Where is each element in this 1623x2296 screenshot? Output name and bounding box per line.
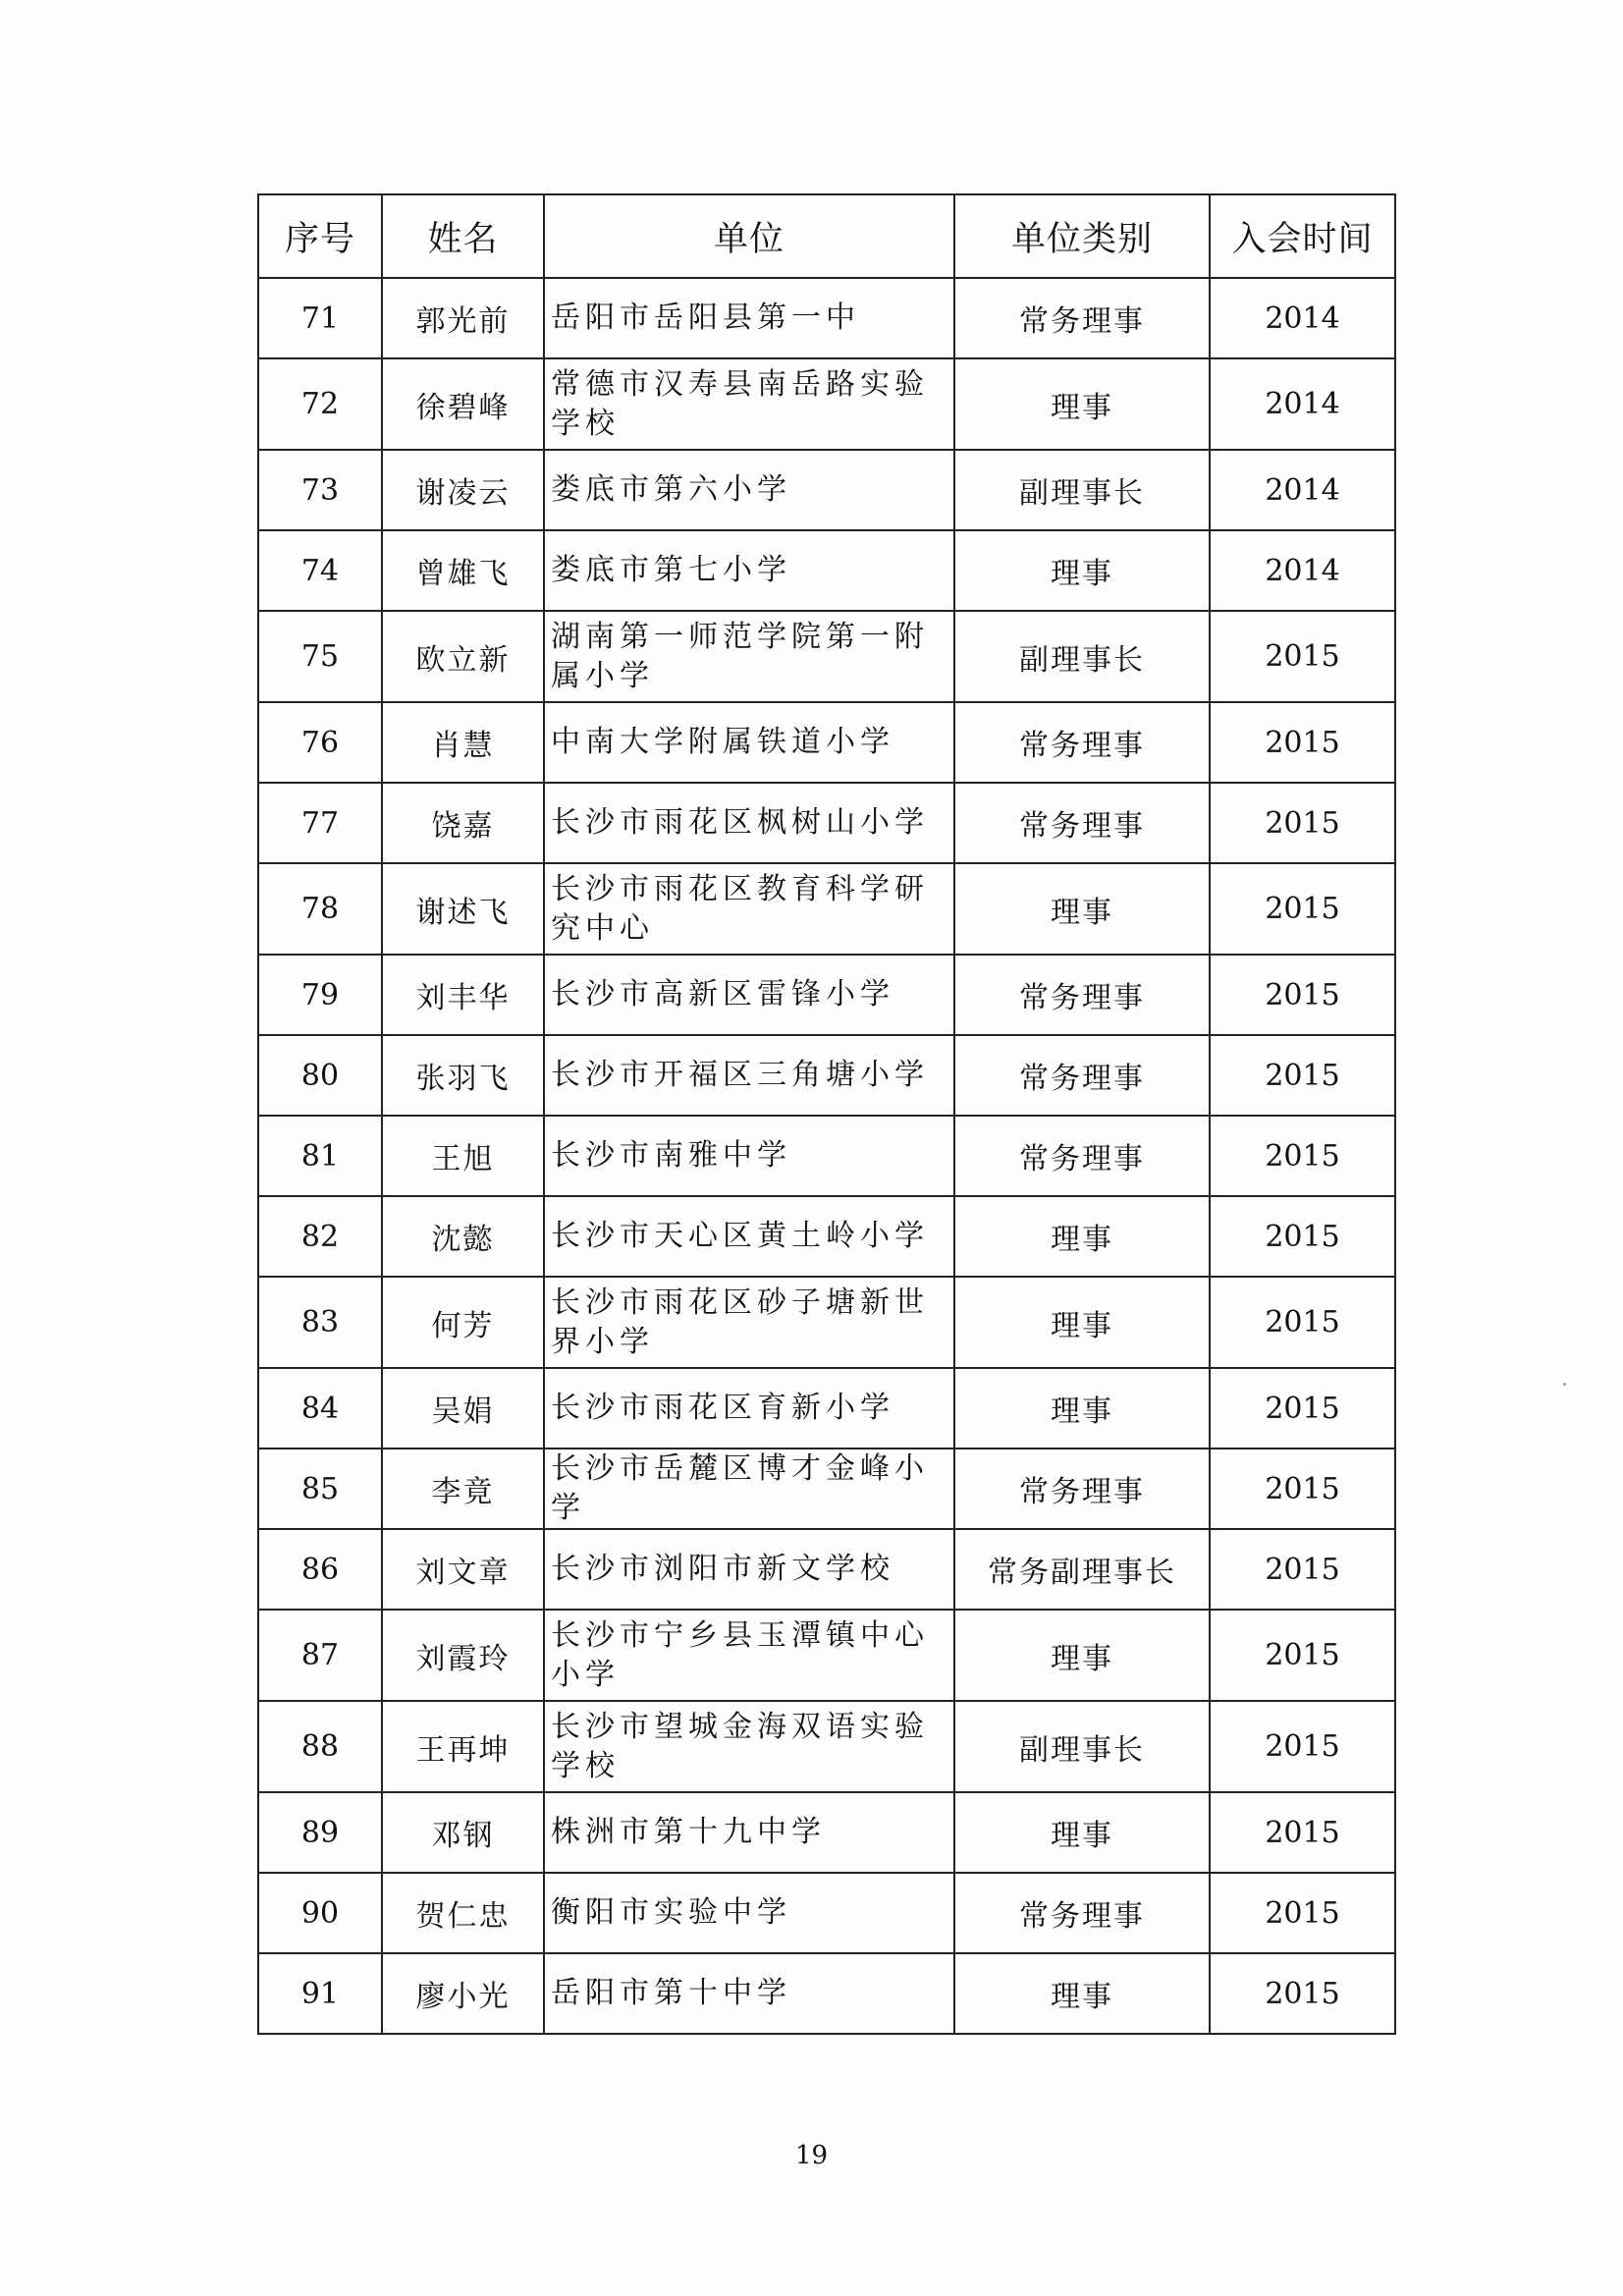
row-category-cell: 理事 <box>954 1196 1210 1277</box>
row-category-cell: 理事 <box>954 1368 1210 1449</box>
row-name-cell: 谢述飞 <box>382 863 544 955</box>
row-name-cell: 邓钢 <box>382 1792 544 1873</box>
row-category-cell: 常务副理事长 <box>954 1529 1210 1610</box>
row-number-cell: 79 <box>258 955 382 1035</box>
row-number-cell: 73 <box>258 450 382 530</box>
table-row <box>258 1873 1395 1953</box>
row-join-year-cell: 2015 <box>1210 1792 1395 1873</box>
row-number-cell: 72 <box>258 358 382 450</box>
row-name-cell: 徐碧峰 <box>382 358 544 450</box>
table-row <box>258 1529 1395 1610</box>
row-join-year-cell: 2015 <box>1210 1449 1395 1529</box>
row-number-cell: 86 <box>258 1529 382 1610</box>
scan-artifact-dot <box>1563 1383 1566 1386</box>
row-number-cell: 83 <box>258 1277 382 1368</box>
row-category-cell: 常务理事 <box>954 1116 1210 1196</box>
row-join-year-cell: 2015 <box>1210 1196 1395 1277</box>
row-unit-cell: 长沙市宁乡县玉潭镇中心小学 <box>544 1610 954 1701</box>
row-number-cell: 76 <box>258 702 382 783</box>
row-unit-cell: 岳阳市第十中学 <box>544 1953 954 2034</box>
row-join-year-cell: 2015 <box>1210 1953 1395 2034</box>
row-unit-cell: 长沙市雨花区砂子塘新世界小学 <box>544 1277 954 1368</box>
row-number-cell: 78 <box>258 863 382 955</box>
table-body <box>258 278 1395 2034</box>
row-number-cell: 85 <box>258 1449 382 1529</box>
table-row <box>258 1035 1395 1116</box>
row-name-cell: 廖小光 <box>382 1953 544 2034</box>
row-unit-cell: 湖南第一师范学院第一附属小学 <box>544 611 954 702</box>
row-number-cell: 81 <box>258 1116 382 1196</box>
row-unit-cell: 长沙市南雅中学 <box>544 1116 954 1196</box>
row-category-cell: 理事 <box>954 358 1210 450</box>
row-join-year-cell: 2015 <box>1210 1701 1395 1792</box>
row-join-year-cell: 2015 <box>1210 1035 1395 1116</box>
row-unit-cell: 长沙市高新区雷锋小学 <box>544 955 954 1035</box>
row-category-cell: 常务理事 <box>954 783 1210 863</box>
row-category-cell: 理事 <box>954 1953 1210 2034</box>
row-name-cell: 刘文章 <box>382 1529 544 1610</box>
row-join-year-cell: 2015 <box>1210 1529 1395 1610</box>
page-number: 19 <box>794 2141 829 2170</box>
row-unit-cell: 长沙市浏阳市新文学校 <box>544 1529 954 1610</box>
row-join-year-cell: 2015 <box>1210 783 1395 863</box>
table-row <box>258 863 1395 955</box>
row-name-cell: 张羽飞 <box>382 1035 544 1116</box>
table-row <box>258 611 1395 702</box>
row-category-cell: 常务理事 <box>954 1035 1210 1116</box>
header-name: 姓名 <box>382 194 544 278</box>
row-category-cell: 理事 <box>954 1277 1210 1368</box>
row-unit-cell: 长沙市雨花区教育科学研究中心 <box>544 863 954 955</box>
row-category-cell: 常务理事 <box>954 278 1210 358</box>
row-category-cell: 理事 <box>954 1792 1210 1873</box>
row-number-cell: 88 <box>258 1701 382 1792</box>
row-unit-cell: 衡阳市实验中学 <box>544 1873 954 1953</box>
row-category-cell: 理事 <box>954 863 1210 955</box>
member-table <box>257 193 1396 2035</box>
row-name-cell: 饶嘉 <box>382 783 544 863</box>
row-number-cell: 82 <box>258 1196 382 1277</box>
row-number-cell: 89 <box>258 1792 382 1873</box>
table-row <box>258 1449 1395 1529</box>
header-unit: 单位 <box>544 194 954 278</box>
row-join-year-cell: 2014 <box>1210 278 1395 358</box>
row-number-cell: 91 <box>258 1953 382 2034</box>
row-unit-cell: 娄底市第七小学 <box>544 530 954 611</box>
table-row <box>258 783 1395 863</box>
row-category-cell: 副理事长 <box>954 450 1210 530</box>
row-category-cell: 常务理事 <box>954 1873 1210 1953</box>
row-unit-cell: 长沙市望城金海双语实验学校 <box>544 1701 954 1792</box>
table-row <box>258 955 1395 1035</box>
row-category-cell: 副理事长 <box>954 1701 1210 1792</box>
row-number-cell: 77 <box>258 783 382 863</box>
row-name-cell: 肖慧 <box>382 702 544 783</box>
row-name-cell: 刘丰华 <box>382 955 544 1035</box>
row-unit-cell: 常德市汉寿县南岳路实验学校 <box>544 358 954 450</box>
row-category-cell: 常务理事 <box>954 1449 1210 1529</box>
row-join-year-cell: 2015 <box>1210 1116 1395 1196</box>
table-row <box>258 1368 1395 1449</box>
table-row <box>258 358 1395 450</box>
row-number-cell: 84 <box>258 1368 382 1449</box>
table-row <box>258 1196 1395 1277</box>
row-number-cell: 71 <box>258 278 382 358</box>
row-name-cell: 吴娟 <box>382 1368 544 1449</box>
row-unit-cell: 长沙市开福区三角塘小学 <box>544 1035 954 1116</box>
row-join-year-cell: 2015 <box>1210 1873 1395 1953</box>
row-category-cell: 常务理事 <box>954 955 1210 1035</box>
row-join-year-cell: 2014 <box>1210 450 1395 530</box>
row-number-cell: 75 <box>258 611 382 702</box>
table-row <box>258 1701 1395 1792</box>
table-row <box>258 1953 1395 2034</box>
table-row <box>258 530 1395 611</box>
row-name-cell: 谢凌云 <box>382 450 544 530</box>
row-name-cell: 王再坤 <box>382 1701 544 1792</box>
row-category-cell: 理事 <box>954 1610 1210 1701</box>
row-name-cell: 曾雄飞 <box>382 530 544 611</box>
row-unit-cell: 长沙市岳麓区博才金峰小学 <box>544 1449 954 1529</box>
row-join-year-cell: 2015 <box>1210 611 1395 702</box>
row-category-cell: 常务理事 <box>954 702 1210 783</box>
row-number-cell: 90 <box>258 1873 382 1953</box>
row-unit-cell: 岳阳市岳阳县第一中 <box>544 278 954 358</box>
header-number: 序号 <box>258 194 382 278</box>
row-name-cell: 李竟 <box>382 1449 544 1529</box>
row-unit-cell: 中南大学附属铁道小学 <box>544 702 954 783</box>
row-join-year-cell: 2015 <box>1210 702 1395 783</box>
row-number-cell: 74 <box>258 530 382 611</box>
table-row <box>258 1610 1395 1701</box>
table-row <box>258 1792 1395 1873</box>
row-join-year-cell: 2015 <box>1210 1610 1395 1701</box>
row-join-year-cell: 2015 <box>1210 1368 1395 1449</box>
row-unit-cell: 娄底市第六小学 <box>544 450 954 530</box>
table-row <box>258 450 1395 530</box>
table-row <box>258 1116 1395 1196</box>
table-row <box>258 1277 1395 1368</box>
header-category: 单位类别 <box>954 194 1210 278</box>
row-name-cell: 贺仁忠 <box>382 1873 544 1953</box>
row-name-cell: 欧立新 <box>382 611 544 702</box>
row-name-cell: 王旭 <box>382 1116 544 1196</box>
row-unit-cell: 长沙市天心区黄土岭小学 <box>544 1196 954 1277</box>
row-name-cell: 刘霞玲 <box>382 1610 544 1701</box>
row-number-cell: 80 <box>258 1035 382 1116</box>
row-unit-cell: 长沙市雨花区枫树山小学 <box>544 783 954 863</box>
table-row <box>258 278 1395 358</box>
row-join-year-cell: 2014 <box>1210 530 1395 611</box>
header-join-year: 入会时间 <box>1210 194 1395 278</box>
row-unit-cell: 长沙市雨花区育新小学 <box>544 1368 954 1449</box>
row-category-cell: 副理事长 <box>954 611 1210 702</box>
row-name-cell: 郭光前 <box>382 278 544 358</box>
row-join-year-cell: 2015 <box>1210 955 1395 1035</box>
table-header-row <box>258 194 1395 278</box>
table-row <box>258 702 1395 783</box>
row-unit-cell: 株洲市第十九中学 <box>544 1792 954 1873</box>
row-category-cell: 理事 <box>954 530 1210 611</box>
row-name-cell: 何芳 <box>382 1277 544 1368</box>
row-join-year-cell: 2014 <box>1210 358 1395 450</box>
row-join-year-cell: 2015 <box>1210 1277 1395 1368</box>
row-name-cell: 沈懿 <box>382 1196 544 1277</box>
row-join-year-cell: 2015 <box>1210 863 1395 955</box>
row-number-cell: 87 <box>258 1610 382 1701</box>
